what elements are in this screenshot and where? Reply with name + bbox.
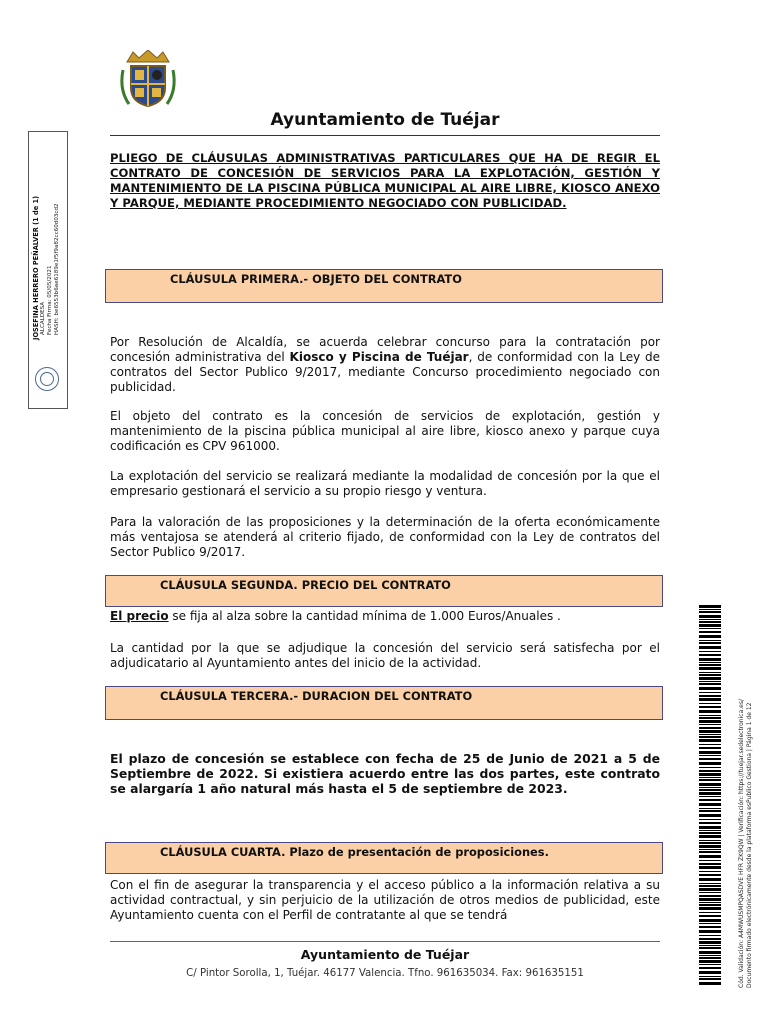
barcode-stripe — [699, 727, 721, 729]
barcode-stripe — [699, 621, 721, 623]
clause-3-heading-box — [105, 686, 663, 720]
barcode — [699, 605, 721, 987]
barcode-stripe — [699, 945, 721, 946]
barcode-stripe — [699, 747, 721, 749]
barcode-stripe — [699, 926, 721, 928]
barcode-stripe — [699, 967, 721, 969]
barcode-stripe — [699, 938, 721, 940]
barcode-stripe — [699, 710, 721, 713]
barcode-stripe — [699, 681, 721, 682]
barcode-stripe — [699, 720, 721, 723]
signature-hash: HASH: be6553b6ae6189e1f5f9a82cc60d03cd2 — [54, 203, 60, 335]
barcode-stripe — [699, 658, 721, 661]
seal-icon — [35, 367, 59, 391]
barcode-stripe — [699, 845, 721, 848]
barcode-stripe — [699, 651, 721, 652]
barcode-stripe — [699, 808, 721, 809]
barcode-stripe — [699, 672, 721, 673]
signer-role: ALCALDESA — [40, 301, 46, 335]
barcode-stripe — [699, 930, 721, 933]
barcode-stripe — [699, 832, 721, 834]
barcode-stripe — [699, 888, 721, 891]
barcode-stripe — [699, 982, 721, 985]
clause-1-paragraph-3: La explotación del servicio se realizará mediante la modalidad de concesión por la que el empresario gestionará el servicio a su propio riesgo y ventura. — [110, 469, 660, 498]
barcode-stripe — [699, 912, 721, 913]
clause-4-paragraph-1: Con el fin de asegurar la transparencia y el acceso público a la información relativa a su actividad contractual, y sin perjuicio de la utilización de otros medios de publicidad, este Ayuntamiento cuenta con el Perfil de contratante al que se tendrá — [110, 878, 660, 922]
barcode-stripe — [699, 883, 721, 884]
verification-code: Cód. Validación: A4MWUSMPQASDVE HFR ZK9QW | Verificación: https://tuejar.sedelectronica.es/ — [738, 699, 745, 988]
barcode-stripe — [699, 978, 721, 980]
barcode-stripe — [699, 955, 721, 956]
barcode-stripe — [699, 904, 721, 906]
barcode-stripe — [699, 706, 721, 708]
barcode-stripe — [699, 717, 721, 719]
barcode-stripe — [699, 683, 721, 685]
barcode-stripe — [699, 789, 721, 791]
barcode-stripe — [699, 849, 721, 850]
barcode-stripe — [699, 724, 721, 725]
barcode-stripe — [699, 923, 721, 924]
barcode-stripe — [699, 863, 721, 865]
barcode-stripe — [699, 799, 721, 801]
barcode-stripe — [699, 803, 721, 806]
barcode-stripe — [699, 947, 721, 949]
barcode-stripe — [699, 667, 721, 670]
barcode-stripe — [699, 646, 721, 649]
barcode-stripe — [699, 609, 721, 610]
barcode-stripe — [699, 744, 721, 745]
barcode-stripe — [699, 826, 721, 829]
barcode-stripe — [699, 976, 721, 977]
barcode-stripe — [699, 907, 721, 910]
footer-divider — [110, 941, 660, 942]
barcode-stripe — [699, 624, 721, 627]
barcode-stripe — [699, 814, 721, 817]
barcode-stripe — [699, 792, 721, 795]
barcode-stripe — [699, 674, 721, 676]
barcode-stripe — [699, 810, 721, 812]
barcode-stripe — [699, 692, 721, 693]
verification-note: Documento firmado electrónicamente desde la plataforma esPublico Gestiona | Página 1 de 12 — [746, 702, 753, 988]
barcode-stripe — [699, 796, 721, 797]
barcode-stripe — [699, 736, 721, 738]
barcode-stripe — [699, 898, 721, 901]
barcode-stripe — [699, 895, 721, 897]
barcode-stripe — [699, 739, 721, 742]
barcode-stripe — [699, 878, 721, 881]
clause-2-paragraph-1: El precio se fija al alza sobre la cantidad mínima de 1.000 Euros/Anuales . — [110, 609, 561, 623]
barcode-stripe — [699, 770, 721, 772]
clause-2-paragraph-2: La cantidad por la que se adjudique la concesión del servicio será satisfecha por el adjudicatario al Ayuntamiento antes del inicio de la actividad. — [110, 641, 660, 670]
clause-4-heading: CLÁUSULA CUARTA. Plazo de presentación de proposiciones. — [160, 845, 549, 859]
barcode-stripe — [699, 664, 721, 666]
barcode-stripe — [699, 964, 721, 965]
coat-of-arms-logo — [117, 50, 179, 108]
barcode-stripe — [699, 605, 721, 608]
barcode-stripe — [699, 611, 721, 613]
signature-date: Fecha Firma: 05/05/2021 — [47, 265, 53, 335]
barcode-stripe — [699, 941, 721, 944]
clause-1-paragraph-4: Para la valoración de las proposiciones y la determinación de la oferta económicamente más ventajosa se atenderá al criterio fijado, de conformidad con la Ley de contratos del Sector Publico 9/2017. — [110, 515, 660, 559]
clause-1-heading-box — [105, 269, 663, 303]
barcode-stripe — [699, 822, 721, 824]
barcode-stripe — [699, 855, 721, 858]
clause-4-heading-box — [105, 842, 663, 874]
barcode-stripe — [699, 619, 721, 620]
footer-address: C/ Pintor Sorolla, 1, Tuéjar. 46177 Valencia. Tfno. 961635034. Fax: 961635151 — [186, 968, 584, 979]
barcode-stripe — [699, 751, 721, 754]
clause-3-paragraph-1: El plazo de concesión se establece con fecha de 25 de Junio de 2021 a 5 de Septiembre de 2022. Si existiera acuerdo entre las dos partes, este contrato se alargaría 1 año natural más hasta el 5 de septiembre de 2023. — [110, 751, 660, 796]
barcode-stripe — [699, 787, 721, 788]
barcode-stripe — [699, 730, 721, 733]
barcode-stripe — [699, 892, 721, 893]
barcode-stripe — [699, 835, 721, 838]
barcode-stripe — [699, 628, 721, 629]
header-title: Ayuntamiento de Tuéjar — [270, 110, 500, 130]
barcode-stripe — [699, 779, 721, 781]
barcode-stripe — [699, 758, 721, 760]
barcode-stripe — [699, 734, 721, 735]
barcode-stripe — [699, 767, 721, 768]
barcode-stripe — [699, 851, 721, 853]
clause-2-heading: CLÁUSULA SEGUNDA. PRECIO DEL CONTRATO — [160, 578, 451, 592]
signer-name: JOSEFINA HERRERO PEÑALVER (1 de 1) — [32, 195, 40, 340]
barcode-stripe — [699, 687, 721, 690]
barcode-stripe — [699, 703, 721, 704]
barcode-stripe — [699, 915, 721, 917]
barcode-stripe — [699, 860, 721, 861]
barcode-stripe — [699, 885, 721, 887]
barcode-stripe — [699, 677, 721, 680]
barcode-stripe — [699, 615, 721, 618]
barcode-stripe — [699, 866, 721, 869]
clause-1-paragraph-1: Por Resolución de Alcaldía, se acuerda celebrar concurso para la contratación por concesión administrativa del Kiosco y Piscina de Tuéjar, de conformidad con la Ley de contratos del Sector Publico 9/2017, mediante Concurso procedimiento negociado con publicidad. — [110, 335, 661, 394]
barcode-stripe — [699, 777, 721, 778]
barcode-stripe — [699, 695, 721, 697]
barcode-stripe — [699, 830, 721, 831]
footer-title: Ayuntamiento de Tuéjar — [300, 947, 470, 962]
barcode-stripe — [699, 960, 721, 963]
barcode-stripe — [699, 874, 721, 876]
barcode-stripe — [699, 783, 721, 786]
barcode-stripe — [699, 840, 721, 841]
header-divider — [110, 135, 660, 136]
barcode-stripe — [699, 902, 721, 903]
barcode-stripe — [699, 631, 721, 633]
barcode-stripe — [699, 935, 721, 936]
barcode-stripe — [699, 715, 721, 716]
clause-1-paragraph-2: El objeto del contrato es la concesión de servicios de explotación, gestión y mantenimiento de la piscina pública municipal al aire libre, kiosco anexo y parque cuya codificación es CPV 961000. — [110, 409, 660, 453]
pliego-title: PLIEGO DE CLÁUSULAS ADMINISTRATIVAS PARTICULARES QUE HA DE REGIR EL CONTRATO DE CONCESIÓN DE SERVICIOS PARA LA EXPLOTACIÓN, GESTIÓN Y MANTENIMIENTO DE LA PISCINA PÚBLICA MUNICIPAL AL AIRE LIBRE, KIOSCO ANEXO Y PARQUE, MEDIANTE PROCEDIMIENTO NEGOCIADO CON PUBLICIDAD. — [110, 151, 660, 210]
barcode-stripe — [699, 773, 721, 776]
barcode-stripe — [699, 919, 721, 922]
barcode-stripe — [699, 842, 721, 844]
clause-2-heading-box — [105, 575, 663, 607]
clause-3-heading: CLÁUSULA TERCERA.- DURACION DEL CONTRATO — [160, 689, 473, 703]
barcode-stripe — [699, 654, 721, 656]
barcode-stripe — [699, 640, 721, 641]
barcode-stripe — [699, 698, 721, 701]
barcode-stripe — [699, 971, 721, 974]
barcode-stripe — [699, 957, 721, 959]
barcode-stripe — [699, 642, 721, 644]
barcode-stripe — [699, 951, 721, 954]
clause-1-heading: CLÁUSULA PRIMERA.- OBJETO DEL CONTRATO — [170, 272, 462, 286]
barcode-stripe — [699, 762, 721, 765]
barcode-stripe — [699, 871, 721, 872]
barcode-stripe — [699, 819, 721, 820]
barcode-stripe — [699, 635, 721, 638]
barcode-stripe — [699, 755, 721, 756]
barcode-stripe — [699, 662, 721, 663]
